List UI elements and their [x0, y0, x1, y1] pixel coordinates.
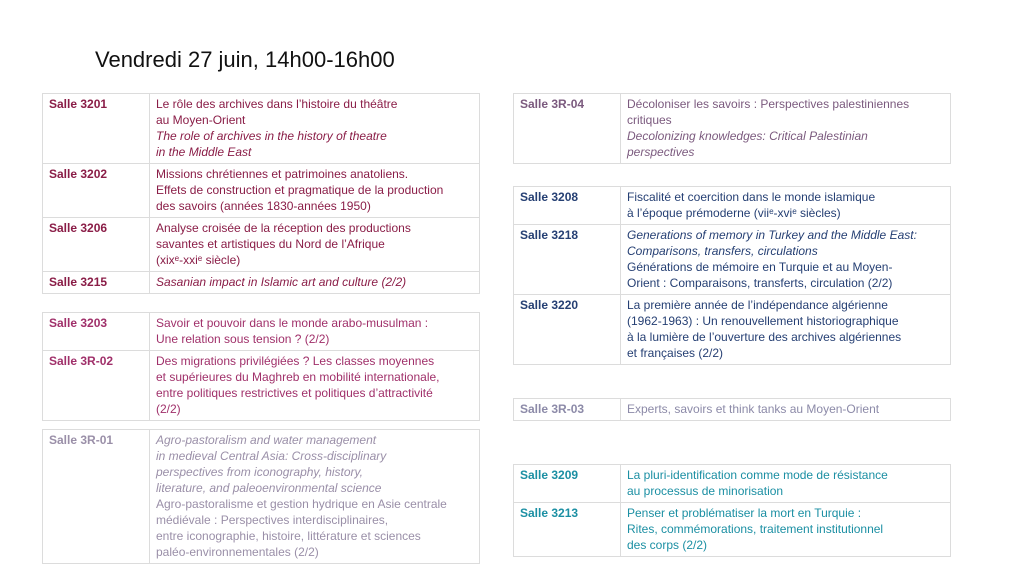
session-title: [150, 164, 480, 218]
room-label: Salle 3220: [514, 295, 621, 365]
room-label: Salle 3R-03: [514, 399, 621, 421]
session-row: [514, 295, 951, 365]
session-title: [150, 218, 480, 272]
schedule-table-right-2: [513, 186, 951, 365]
room-label: Salle 3R-04: [514, 94, 621, 164]
session-row: [514, 94, 951, 164]
session-title-line-english: perspectives: [627, 145, 695, 159]
session-title-line: et françaises (2/2): [627, 346, 724, 360]
session-title-line: entre iconographie, histoire, littérature et sciences: [156, 529, 421, 543]
schedule-table-right-1: [513, 93, 951, 164]
session-title: [150, 272, 480, 294]
session-title-line: Analyse croisée de la réception des productions: [156, 221, 411, 235]
session-row: [514, 399, 951, 421]
room-label: Salle 3215: [43, 272, 150, 294]
session-title-line: Générations de mémoire en Turquie et au Moyen-: [627, 260, 893, 274]
session-title-line: au processus de minorisation: [627, 484, 784, 498]
session-title-line-english: Agro-pastoralism and water management: [156, 433, 377, 447]
room-label: Salle 3218: [514, 225, 621, 295]
room-label: Salle 3213: [514, 503, 621, 557]
page-title: Vendredi 27 juin, 14h00-16h00: [95, 47, 395, 72]
session-title-line-english: in medieval Central Asia: Cross-disciplinary: [156, 449, 387, 463]
session-title-line: Penser et problématiser la mort en Turquie :: [627, 506, 862, 520]
session-title-line: La première année de l’indépendance algérienne: [627, 298, 888, 312]
session-title-line: Orient : Comparaisons, transferts, circulation (2/2): [627, 276, 893, 290]
schedule-table-left-3: [42, 429, 480, 564]
session-row: [43, 164, 480, 218]
session-title-line: critiques: [627, 113, 672, 127]
session-title-line: paléo-environnementales (2/2): [156, 545, 319, 559]
session-title-line: des corps (2/2): [627, 538, 708, 552]
session-title-line: à la lumière de l’ouverture des archives algériennes: [627, 330, 902, 344]
session-title: [621, 465, 951, 503]
session-row: [514, 465, 951, 503]
session-title: [621, 503, 951, 557]
room-label: Salle 3209: [514, 465, 621, 503]
session-title-line: des savoirs (années 1830-années 1950): [156, 199, 371, 213]
schedule-table-right-3: [513, 398, 951, 421]
room-label: Salle 3201: [43, 94, 150, 164]
session-row: [43, 94, 480, 164]
session-title-line: Le rôle des archives dans l’histoire du théâtre: [156, 97, 398, 111]
session-row: [43, 351, 480, 421]
schedule-table-right-4: [513, 464, 951, 557]
session-row: [514, 225, 951, 295]
session-title-line: au Moyen-Orient: [156, 113, 246, 127]
session-title-line-english: literature, and paleoenvironmental science: [156, 481, 382, 495]
session-row: [43, 218, 480, 272]
session-title-line: médiévale : Perspectives interdisciplinaires,: [156, 513, 389, 527]
session-title-line-english: in the Middle East: [156, 145, 252, 159]
session-row: [43, 313, 480, 351]
session-title-line-english: Decolonizing knowledges: Critical Palestinian: [627, 129, 868, 143]
session-title-line: La pluri-identification comme mode de résistance: [627, 468, 888, 482]
room-label: Salle 3203: [43, 313, 150, 351]
session-title-line: Missions chrétiennes et patrimoines anatoliens.: [156, 167, 409, 181]
session-title: [621, 295, 951, 365]
session-title: [621, 94, 951, 164]
session-row: [514, 503, 951, 557]
session-title: [621, 187, 951, 225]
session-title-line: et supérieures du Maghreb en mobilité internationale,: [156, 370, 440, 384]
schedule-table-left-1: [42, 93, 480, 294]
session-title-line-english: Comparisons, transfers, circulations: [627, 244, 818, 258]
session-title-line: Agro-pastoralisme et gestion hydrique en Asie centrale: [156, 497, 447, 511]
session-title-line: Savoir et pouvoir dans le monde arabo-musulman :: [156, 316, 429, 330]
session-row: [514, 187, 951, 225]
session-title: [621, 399, 951, 421]
schedule-table-left-2: [42, 312, 480, 421]
session-title-line: Effets de construction et pragmatique de la production: [156, 183, 444, 197]
session-title-line: Fiscalité et coercition dans le monde islamique: [627, 190, 876, 204]
session-title-line: Des migrations privilégiées ? Les classes moyennes: [156, 354, 435, 368]
session-title-line: (2/2): [156, 402, 181, 416]
session-title-line-english: The role of archives in the history of theatre: [156, 129, 387, 143]
session-title-line: Rites, commémorations, traitement institutionnel: [627, 522, 884, 536]
session-title-line: Experts, savoirs et think tanks au Moyen-Orient: [627, 402, 880, 416]
session-title: [150, 430, 480, 564]
room-label: Salle 3206: [43, 218, 150, 272]
room-label: Salle 3208: [514, 187, 621, 225]
session-title: [150, 94, 480, 164]
session-title-line: à l’époque prémoderne (viiᵉ-xviᵉ siècles): [627, 206, 841, 220]
session-title-line: Décoloniser les savoirs : Perspectives palestiniennes: [627, 97, 910, 111]
session-title-line: savantes et artistiques du Nord de l’Afrique: [156, 237, 385, 251]
room-label: Salle 3R-01: [43, 430, 150, 564]
session-title-line-english: Generations of memory in Turkey and the Middle East:: [627, 228, 917, 242]
session-title: [150, 351, 480, 421]
room-label: Salle 3R-02: [43, 351, 150, 421]
session-title-line: Une relation sous tension ? (2/2): [156, 332, 330, 346]
session-title-line-english: perspectives from iconography, history,: [156, 465, 363, 479]
session-title: [150, 313, 480, 351]
session-title-line: (xixᵉ-xxiᵉ siècle): [156, 253, 241, 267]
session-title-line: (1962-1963) : Un renouvellement historiographique: [627, 314, 899, 328]
session-row: [43, 272, 480, 294]
session-title-line: entre politiques restrictives et politiques d’attractivité: [156, 386, 433, 400]
session-title-line-english: Sasanian impact in Islamic art and culture (2/2): [156, 275, 407, 289]
session-row: [43, 430, 480, 564]
room-label: Salle 3202: [43, 164, 150, 218]
session-title: [621, 225, 951, 295]
